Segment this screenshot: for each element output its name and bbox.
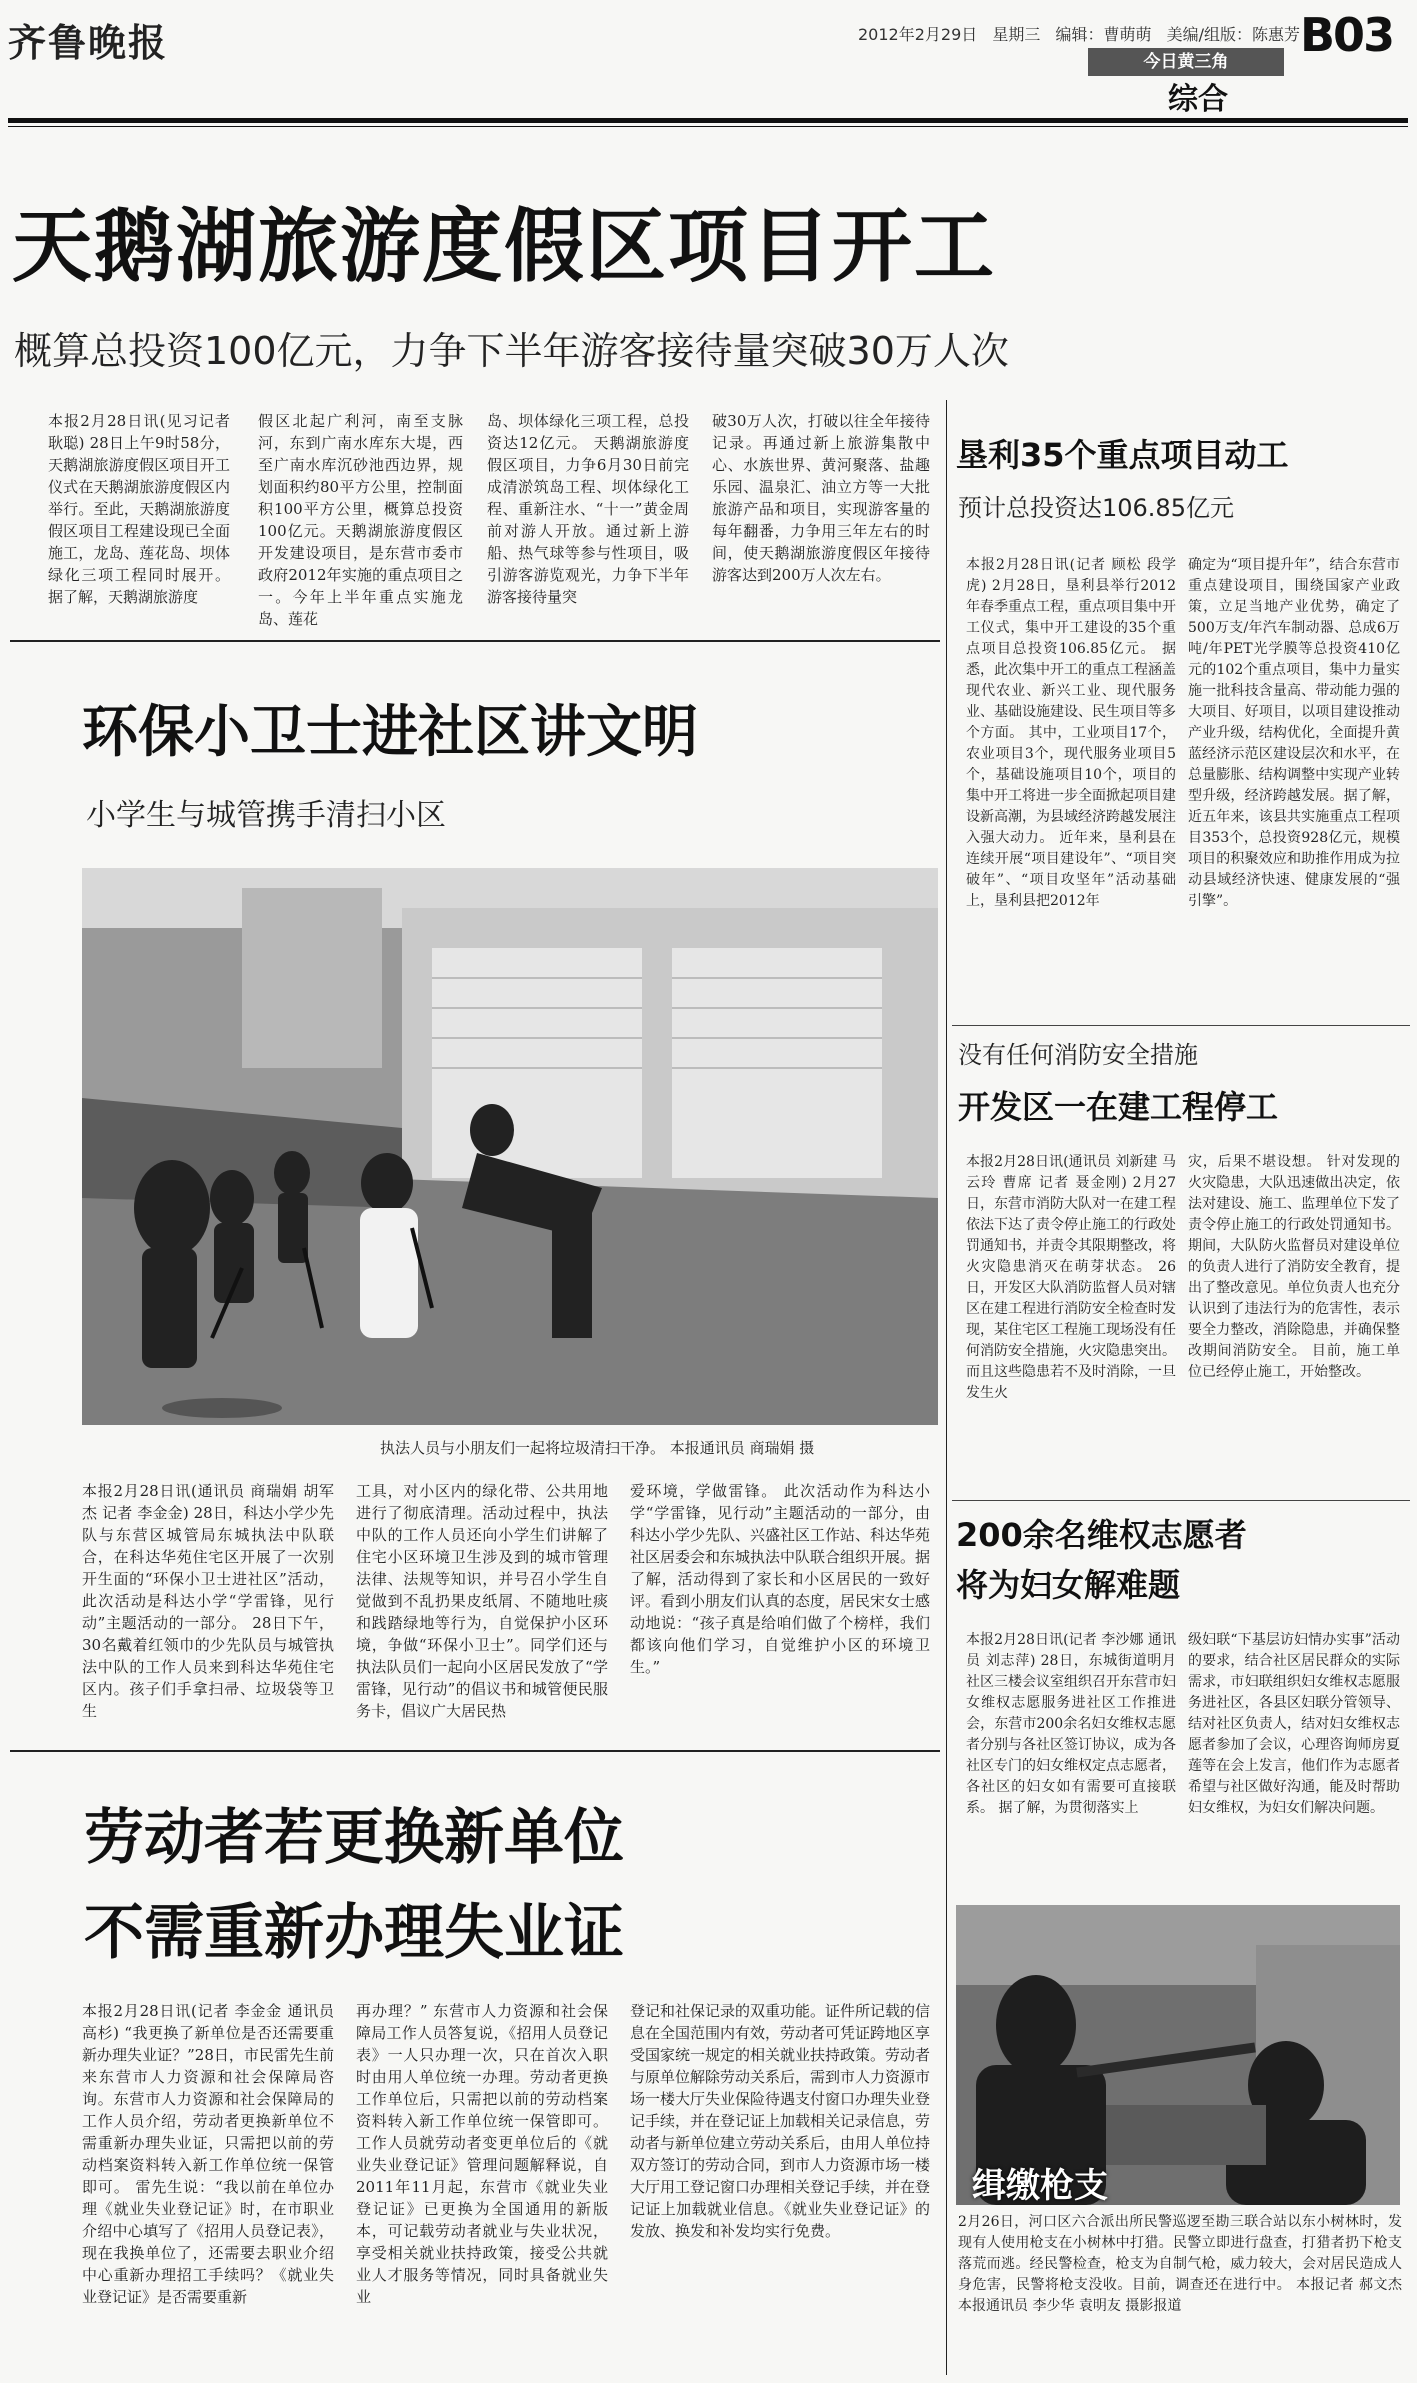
column-divider [946,400,947,2375]
lead-col-2: 假区北起广利河，南至支脉河，东到广南水库东大堤，西至广南水库沉砂池西边界，规划面积约80平方公里，控制面积100平方公里，概算总投资100亿元。天鹅湖旅游度假区开发建设项目，是东营市委市政府2012年实施的重点项目之一。今年上半年重点实施龙岛、莲花 [258,412,463,628]
story2-col-3: 爱环境，学做雷锋。 此次活动作为科达小学“学雷锋，见行动”主题活动的一部分，由科达小学少先队、兴盛社区工作站、科达华苑社区居委会和东城执法中队联合组织开展。据了解，活动得到了家长和小区居民的一致好评。看到小朋友们认真的态度，居民宋女士感动地说：“孩子真是给咱们做了个榜样，我们都该向他们学习，自觉维护小区的环境卫生。” [630,1482,930,1676]
right2-kicker: 没有任何消防安全措施 [958,1041,1198,1069]
story2-subhead: 小学生与城管携手清扫小区 [86,798,446,833]
lead-col-3: 岛、坝体绿化三项工程，总投资达12亿元。 天鹅湖旅游度假区项目，力争6月30日前完成清淤筑岛工程、坝体绿化工程、重新注水、“十一”黄金周前对游人开放。通过新上游船、热气球等参与性项目，吸引游客游览观光，力争下半年游客接待量突 [487,412,689,606]
right4-photo-title: 缉缴枪支 [972,2166,1108,2206]
lead-subhead: 概算总投资100亿元，力争下半年游客接待量突破30万人次 [14,329,1009,373]
story2-photo [82,868,938,1425]
right1-divider [952,1025,1410,1026]
story3-col-2: 再办理？” 东营市人力资源和社会保障局工作人员答复说，《招用人员登记表》一人只办理一次，只在首次入职时由用人单位统一办理。劳动者更换工作单位后，只需把以前的劳动档案资料转入新工作单位统一保管即可。 工作人员就劳动者变更单位后的《就业失业登记证》管理问题解释说，自2011年11月起，东营市《就业失业登记证》已更换为全国通用的新版本，可记载劳动者就业与失业状况，享受相关就业扶持政策，接受公共就业人才服务等情况，同时具备就业失业 [356,2002,608,2306]
lead-divider [10,640,940,642]
right1-subhead: 预计总投资达106.85亿元 [958,494,1234,522]
story3-col-3: 登记和社保记录的双重功能。证件所记载的信息在全国范围内有效，劳动者可凭证跨地区享受国家统一规定的相关就业扶持政策。劳动者与原单位解除劳动关系后，需到市人力资源市场一楼大厅失业保险待遇支付窗口办理失业登记手续，并在登记证上加载相关记录信息，劳动者与新单位建立劳动关系后，由用人单位持双方签订的劳动合同，到市人力资源市场一楼大厅用工登记窗口办理相关登记手续，并在登记证上加载就业信息。《就业失业登记证》的发放、换发和补发均实行免费。 [630,2002,930,2240]
issue-weekday: 星期三 [992,25,1041,44]
lead-headline: 天鹅湖旅游度假区项目开工 [12,200,996,293]
lead-col-4: 破30万人次，打破以往全年接待记录。再通过新上旅游集散中心、水族世界、黄河聚落、盐趣乐园、温泉汇、油立方等一大批旅游产品和项目，实现游客量的每年翻番，力争用三年左右的时间，使天鹅湖旅游度假区年接待游客达到200万人次左右。 [712,412,930,584]
right2-headline: 开发区一在建工程停工 [958,1088,1279,1126]
right2-col-2: 灾，后果不堪设想。 针对发现的火灾隐患，大队迅速做出决定，依法对建设、施工、监理单位下发了责令停止施工的行政处罚通知书。期间，大队防火监督员对建设单位的负责人进行了消防安全教育，提出了整改意见。单位负责人也充分认识到了违法行为的危害性，表示要全力整改，消除隐患，并确保整改期间消防安全。 目前，施工单位已经停止施工，开始整改。 [1188,1154,1400,1380]
story2-col-2: 工具，对小区内的绿化带、公共用地进行了彻底清理。活动过程中，执法中队的工作人员还向小学生们讲解了住宅小区环境卫生涉及到的城市管理法律、法规等知识，并号召小学生自觉做到不乱扔果皮纸屑、不随地吐痰和践踏绿地等行为，自觉保护小区环境，争做“环保小卫士”。同学们还与执法队员们一起向小区居民发放了“学雷锋，见行动”的倡议书和城管便民服务卡，倡议广大居民热 [356,1482,608,1720]
masthead-rule [8,118,1408,123]
right2-col-1: 本报2月28日讯(通讯员 刘新建 马云玲 曹席 记者 聂金刚) 2月27日，东营市消防大队对一在建工程依法下达了责令停止施工的行政处罚通知书，并责令其限期整改，将火灾隐患消灭在萌芽状态。 26日，开发区大队消防监督人员对辖区在建工程进行消防安全检查时发现，某住宅区工程施工现场没有任何消防安全措施，火灾隐患突出。而且这些隐患若不及时消除，一旦发生火 [966,1154,1176,1401]
issue-meta [858,22,1310,45]
right3-col-1: 本报2月28日讯(记者 李沙娜 通讯员 刘志萍) 28日，东城街道明月社区三楼会议室组织召开东营市妇女维权志愿服务进社区工作推进会，东营市200余名妇女维权志愿者分别与各社区签订协议，成为各社区专门的妇女维权定点志愿者，各社区的妇女如有需要可直接联系。 据了解，为贯彻落实上 [966,1632,1176,1816]
masthead-rule-thin [8,126,1408,127]
right3-headline-line2: 将为妇女解难题 [956,1566,1181,1604]
right3-headline-line1: 200余名维权志愿者 [956,1516,1247,1554]
story2-col-1: 本报2月28日讯(通讯员 商瑞娟 胡军杰 记者 李金金) 28日，科达小学少先队与东营区城管局东城执法中队联合，在科达华苑住宅区开展了一次别开生面的“环保小卫士进社区”活动，此次活动是科达小学“学雷锋，见行动”主题活动的一部分。 28日下午，30名戴着红领巾的少先队员与城管执法中队的工作人员来到科达华苑住宅区内。孩子们手拿扫帚、垃圾袋等卫生 [82,1482,334,1720]
story2-divider [10,1750,940,1752]
issue-designer: 美编/组版：陈惠芳 [1166,25,1300,44]
cleaning-scene-illustration [82,868,938,1425]
issue-date: 2012年2月29日 [858,25,978,44]
newspaper-logo: 齐鲁晚报 [8,20,169,65]
right3-col-2: 级妇联“下基层访妇情办实事”活动的要求，结合社区居民群众的实际需求，市妇联组织妇女维权志愿服务进社区，各县区妇联分管领导、结对社区负责人，结对妇女维权志愿者参加了会议，心理咨询师房夏莲等在会上发言，他们作为志愿者希望与社区做好沟通，能及时帮助妇女维权，为妇女们解决问题。 [1188,1632,1400,1816]
right2-divider [952,1500,1410,1501]
column-tag: 今日黄三角 [1088,48,1284,76]
page-code: B03 [1300,8,1394,62]
story3-headline-line1: 劳动者若更换新单位 [84,1803,624,1873]
issue-editor: 编辑：曹萌萌 [1055,25,1152,44]
story2-photo-caption: 执法人员与小朋友们一起将垃圾清扫干净。 本报通讯员 商瑞娟 摄 [380,1439,815,1457]
section-name: 综合 [1168,82,1228,117]
story3-headline-line2: 不需重新办理失业证 [84,1898,624,1968]
lead-col-1: 本报2月28日讯(见习记者 耿聪) 28日上午9时58分，天鹅湖旅游度假区项目开工仪式在天鹅湖旅游度假区内举行。至此，天鹅湖旅游度假区项目工程建设现已全面施工，龙岛、莲花岛、坝体绿化三项工程同时展开。 据了解，天鹅湖旅游度 [48,412,230,606]
right1-col-1: 本报2月28日讯(记者 顾松 段学虎) 2月28日，垦利县举行2012年春季重点工程，重点项目集中开工仪式，集中开工建设的35个重点项目总投资106.85亿元。 据悉，此次集中开工的重点工程涵盖现代农业、新兴工业、现代服务业、基础设施建设、民生项目等多个方面。 其中，工业项目17个，农业项目3个，现代服务业项目5个，基础设施项目10个，项目的集中开工将进一步全面掀起项目建设新高潮，为县域经济跨越发展注入强大动力。 近年来，垦利县在连续开展“项目建设年”、“项目突破年”、“项目攻坚年”活动基础上，垦利县把2012年 [966,557,1176,909]
story3-col-1: 本报2月28日讯(记者 李金金 通讯员 高杉) “我更换了新单位是否还需要重新办理失业证？”28日，市民雷先生前来东营市人力资源和社会保障局咨询。东营市人力资源和社会保障局的工作人员介绍，劳动者更换新单位不需重新办理失业证，只需把以前的劳动档案资料转入新工作单位统一保管即可。 雷先生说：“我以前在单位办理《就业失业登记证》时，在市职业介绍中心填写了《招用人员登记表》，现在我换单位了，还需要去职业介绍中心重新办理招工手续吗？《就业失业登记证》是否需要重新 [82,2002,334,2306]
right1-headline: 垦利35个重点项目动工 [956,436,1289,474]
story2-headline: 环保小卫士进社区讲文明 [82,700,698,765]
right1-col-2: 确定为“项目提升年”，结合东营市重点建设项目，围绕国家产业政策，立足当地产业优势，确定了500万支/年汽车制动器、总成6万吨/年PET光学膜等总投资410亿元的102个重点项目，集中力量实施一批科技含量高、带动能力强的大项目、好项目，以项目建设推动产业升级，结构优化，全面提升黄蓝经济示范区建设层次和水平，在总量膨胀、结构调整中实现产业转型升级，经济跨越发展。据了解，近五年来，该县共实施重点工程项目353个，总投资928亿元，规模项目的积聚效应和助推作用成为拉动县域经济快速、健康发展的“强引擎”。 [1188,557,1400,909]
right4-caption: 2月26日，河口区六合派出所民警巡逻至勘三联合站以东小树林时，发现有人使用枪支在小树林中打猎。民警立即进行盘查，打猎者扔下枪支落荒而逃。经民警检查，枪支为自制气枪，威力较大，会对居民造成人身危害，民警将枪支没收。目前，调查还在进行中。 本报记者 郝文杰 本报通讯员 李少华 袁明友 摄影报道 [958,2214,1402,2314]
